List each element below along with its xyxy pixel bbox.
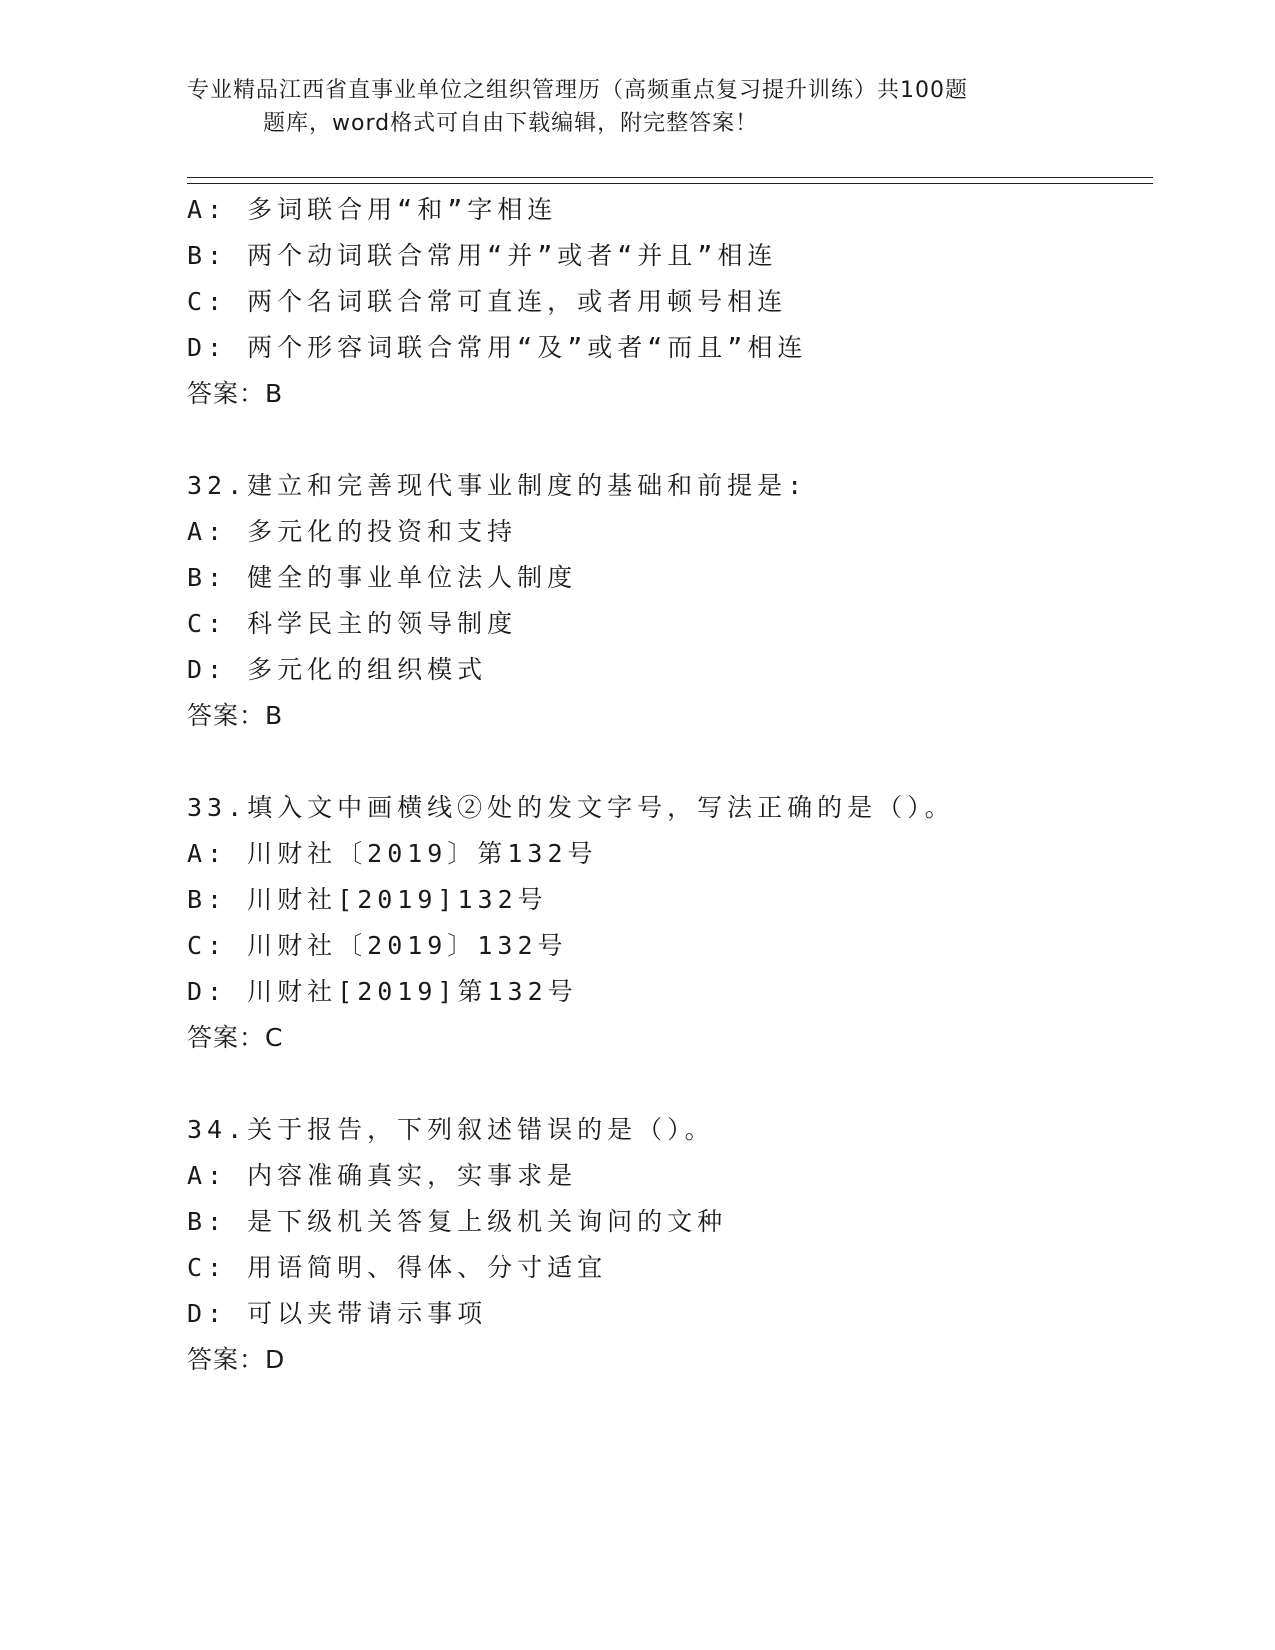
header-divider-bottom — [187, 183, 1153, 184]
option-d: D: 川财社[2019]第132号 — [187, 977, 578, 1006]
spacer — [187, 739, 1147, 785]
question-34 — [187, 1107, 1147, 1383]
option-a: A: 多词联合用“和”字相连 — [187, 195, 558, 224]
option-b: B: 健全的事业单位法人制度 — [187, 563, 578, 592]
question-stem: 33.填入文中画横线②处的发文字号，写法正确的是（）。 — [187, 793, 955, 822]
answer-line: 答案：D — [187, 1345, 286, 1374]
spacer — [187, 1061, 1147, 1107]
header-divider-top — [187, 177, 1153, 178]
option-a: A: 川财社〔2019〕第132号 — [187, 839, 598, 868]
option-b: B: 川财社[2019]132号 — [187, 885, 548, 914]
option-c: C: 两个名词联合常可直连，或者用顿号相连 — [187, 287, 788, 316]
option-d: D: 两个形容词联合常用“及”或者“而且”相连 — [187, 333, 808, 362]
option-b: B: 两个动词联合常用“并”或者“并且”相连 — [187, 241, 778, 270]
option-b: B: 是下级机关答复上级机关询问的文种 — [187, 1207, 728, 1236]
option-d: D: 多元化的组织模式 — [187, 655, 488, 684]
option-a: A: 内容准确真实，实事求是 — [187, 1161, 578, 1190]
answer-line: 答案：C — [187, 1023, 284, 1052]
question-32 — [187, 463, 1147, 739]
spacer — [187, 417, 1147, 463]
option-a: A: 多元化的投资和支持 — [187, 517, 518, 546]
question-stem: 34.关于报告，下列叙述错误的是（）。 — [187, 1115, 715, 1144]
question-list — [187, 187, 1147, 1383]
option-c: C: 川财社〔2019〕132号 — [187, 931, 568, 960]
question-31-continued — [187, 187, 1147, 417]
question-33 — [187, 785, 1147, 1061]
header-title-line-2: 题库，word格式可自由下载编辑，附完整答案！ — [263, 111, 759, 136]
option-d: D: 可以夹带请示事项 — [187, 1299, 488, 1328]
document-header — [187, 74, 1067, 140]
answer-line: 答案：B — [187, 701, 284, 730]
answer-line: 答案：B — [187, 379, 284, 408]
option-c: C: 用语简明、得体、分寸适宜 — [187, 1253, 608, 1282]
question-stem: 32.建立和完善现代事业制度的基础和前提是: — [187, 471, 808, 500]
header-title-line-1: 专业精品江西省直事业单位之组织管理历（高频重点复习提升训练）共100题 — [187, 78, 968, 103]
option-c: C: 科学民主的领导制度 — [187, 609, 518, 638]
